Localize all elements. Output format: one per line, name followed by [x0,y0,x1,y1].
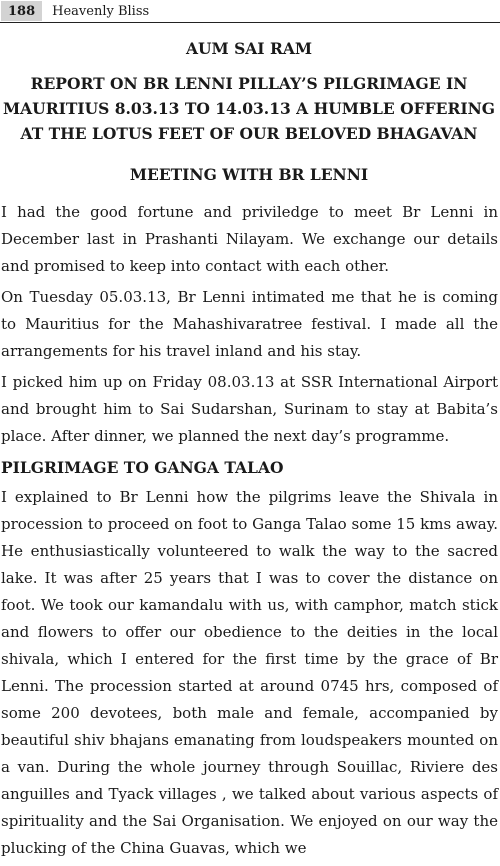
aum-heading: AUM SAI RAM [185,39,313,58]
book-title: Heavenly Bliss [52,3,150,19]
meeting-heading: MEETING WITH BR LENNI [129,165,369,184]
paragraph: I had the good fortune and priviledge to meet Br Lenni in December last in Prashanti Nilayam. We exchange our details and promised to keep into contact with each other. [1,203,498,275]
paragraph: I explained to Br Lenni how the pilgrims leave the Shivala in procession to proceed on foot to Ganga Talao some 15 kms away. He enthusiastically volunteered to walk the way to the sacred lake. It was after 25 years that I was to cover the distance on foot. We took our kamandalu with us, with camphor, match stick and flowers to offer our obedience to the deities in the local shivala, which I entered for the first time by the grace of Br Lenni. The procession started at around 0745 hrs, composed of some 200 devotees, both male and female, accompanied by beautiful shiv bhajans emanating from loudspeakers mounted on a van. During the whole journey through Souillac, Riviere des anguilles and Tyack villages , we talked about various aspects of spirituality and the Sai Organisation. We enjoyed on our way the plucking of the China Guavas, which we [1,488,498,857]
paragraph: On Tuesday 05.03.13, Br Lenni intimated me that he is coming to Mauritius for the Mahashivaratree festival. I made all the arrangements for his travel inland and his stay. [1,288,498,360]
page-header [0,0,500,23]
page-number: 188 [1,1,42,21]
section-heading: PILGRIMAGE TO GANGA TALAO [1,458,284,477]
page-content [0,36,498,866]
report-heading: REPORT ON BR LENNI PILLAY’S PILGRIMAGE IN MAURITIUS 8.03.13 TO 14.03.13 A HUMBLE OFFERING AT THE LOTUS FEET OF OUR BELOVED BHAGAVAN [3,74,495,143]
paragraph: I picked him up on Friday 08.03.13 at SSR International Airport and brought him to Sai Sudarshan, Surinam to stay at Babita’s place. After dinner, we planned the next day’s programme. [1,373,498,445]
